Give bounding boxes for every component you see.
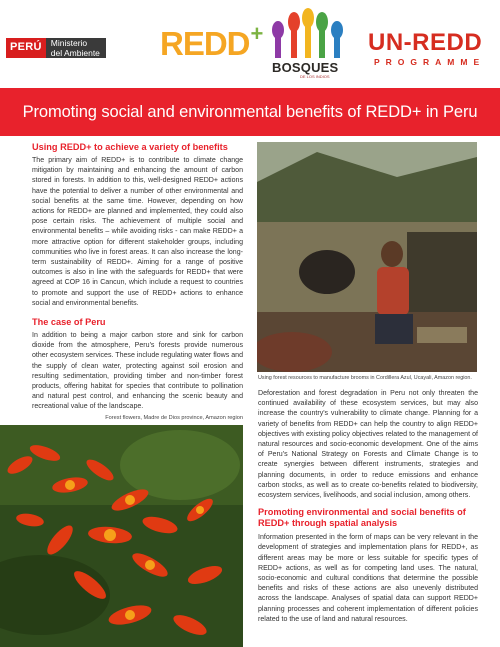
hand-red	[288, 12, 300, 32]
ministry-line-2: del Ambiente	[50, 47, 100, 58]
arm-purple	[275, 36, 281, 58]
forest-flowers-photo	[0, 425, 243, 647]
broom-photo-caption: Using forest resources to manufacture brooms in Cordillera Azul, Ucayali, Amazon region.	[258, 375, 472, 381]
flowers-caption: Forest flowers, Madre de Dios province, Amazon region	[105, 415, 243, 421]
unredd-label: UN-REDD	[368, 29, 483, 56]
arm-yellow	[305, 26, 311, 58]
broom-making-photo	[257, 142, 477, 372]
redd-plus-sign: +	[250, 21, 263, 46]
arm-red	[291, 30, 297, 58]
paragraph-spatial: Information presented in the form of maps can be very relevant in the development of strategies and implementation plans for REDD+, as different areas may be more or less suitable for specific types of REDD+ actions, as well as for competing land uses. The natural, socio-economic and cultural conditions that determine the possible benefits and risks of these actions are also unevenly distributed across the landscape. Analyses of spatial data can support REDD+ planning processes and coherent implementation of different policies related to the use of land and natural resources.	[258, 534, 478, 623]
wooden-log	[417, 327, 467, 343]
foliage-blob	[120, 430, 240, 500]
hut-shadow	[407, 232, 477, 312]
man-head	[381, 241, 403, 267]
broom-head	[299, 250, 355, 294]
bosques-sub-label: DE LOS INDIOS	[300, 74, 330, 79]
man-shirt	[377, 267, 409, 315]
redd-plus-logo	[160, 21, 263, 66]
paragraph-benefits: The primary aim of REDD+ is to contribute to climate change mitigation by maintaining and enhancing the amount of carbon stored in forests. In addition to this, well-designed REDD+ actions have the potential to deliver a number of other environmental and social benefits at the same time. However, depending on how actions for REDD+ are planned and implemented, they could also pose certain risks. The achievement of multiple social and environmental benefits – while avoiding risks - can make REDD+ a more attractive option for different stakeholder groups, including communities who live in forest areas. It can also increase the long-term sustainability of REDD+. Aiming for a range of positive outcomes is also in line with the safeguards for REDD+ that were agreed at COP 16 in Cancun, which include a request to countries to promote and support the use of REDD+ actions to enhance social and environmental benefits.	[32, 157, 243, 307]
right-column	[258, 389, 478, 625]
title-banner	[0, 88, 500, 136]
peru-label: PERÚ	[6, 38, 46, 58]
man-pants	[375, 314, 413, 344]
section-heading-peru: The case of Peru	[32, 317, 106, 328]
section-heading-spatial: Promoting environmental and social benefits of REDD+ through spatial analysis	[258, 507, 466, 529]
ministry-line-1: Ministerio	[50, 38, 88, 48]
logo-bar	[0, 0, 500, 85]
hand-yellow	[302, 8, 314, 28]
peru-ministry-logo	[6, 38, 106, 58]
paragraph-deforestation: Deforestation and forest degradation in Peru not only threaten the continued availability of these ecosystem services, but may also increase the country's vulnerability to climate change. Planning for a variety of benefits from REDD+ can help the country to align REDD+ objectives with existing policy objectives related to the management of natural resources and socio-economic development. One of the aims of Peru's National Strategy on Forests and Climate Change is to create synergies between different instruments, strategies and planning documents, in order to reduce emissions and enhance carbon stocks, as well as to create co-benefits related to biodiversity, ecosystem services, livelihoods, and social inclusion, among others.	[258, 390, 478, 500]
hand-green	[316, 12, 328, 32]
left-column	[32, 142, 243, 413]
redd-label: REDD	[160, 25, 250, 62]
arm-green	[319, 30, 325, 58]
section-heading-benefits: Using REDD+ to achieve a variety of benefits	[32, 142, 228, 152]
arm-blue	[334, 36, 340, 58]
ministry-label	[46, 38, 106, 58]
unredd-programme-label: PROGRAMME	[374, 57, 486, 67]
page-title: Promoting social and environmental benefits of REDD+ in Peru	[22, 102, 478, 121]
paragraph-peru: In addition to being a major carbon store and sink for carbon dioxide from the atmosphere, Peru's forests provide numerous other ecosystem services. These include regulating water flows and the supply of clean water, protecting against soil erosion and resulting sedimentation, providing timber and non-timber forest products, offering habitat for species that contribute to pollination and natural pest control, and enhancing the scenic beauty and recreational value of the landscape.	[32, 332, 243, 411]
bosques-label: BOSQUES	[272, 60, 339, 75]
